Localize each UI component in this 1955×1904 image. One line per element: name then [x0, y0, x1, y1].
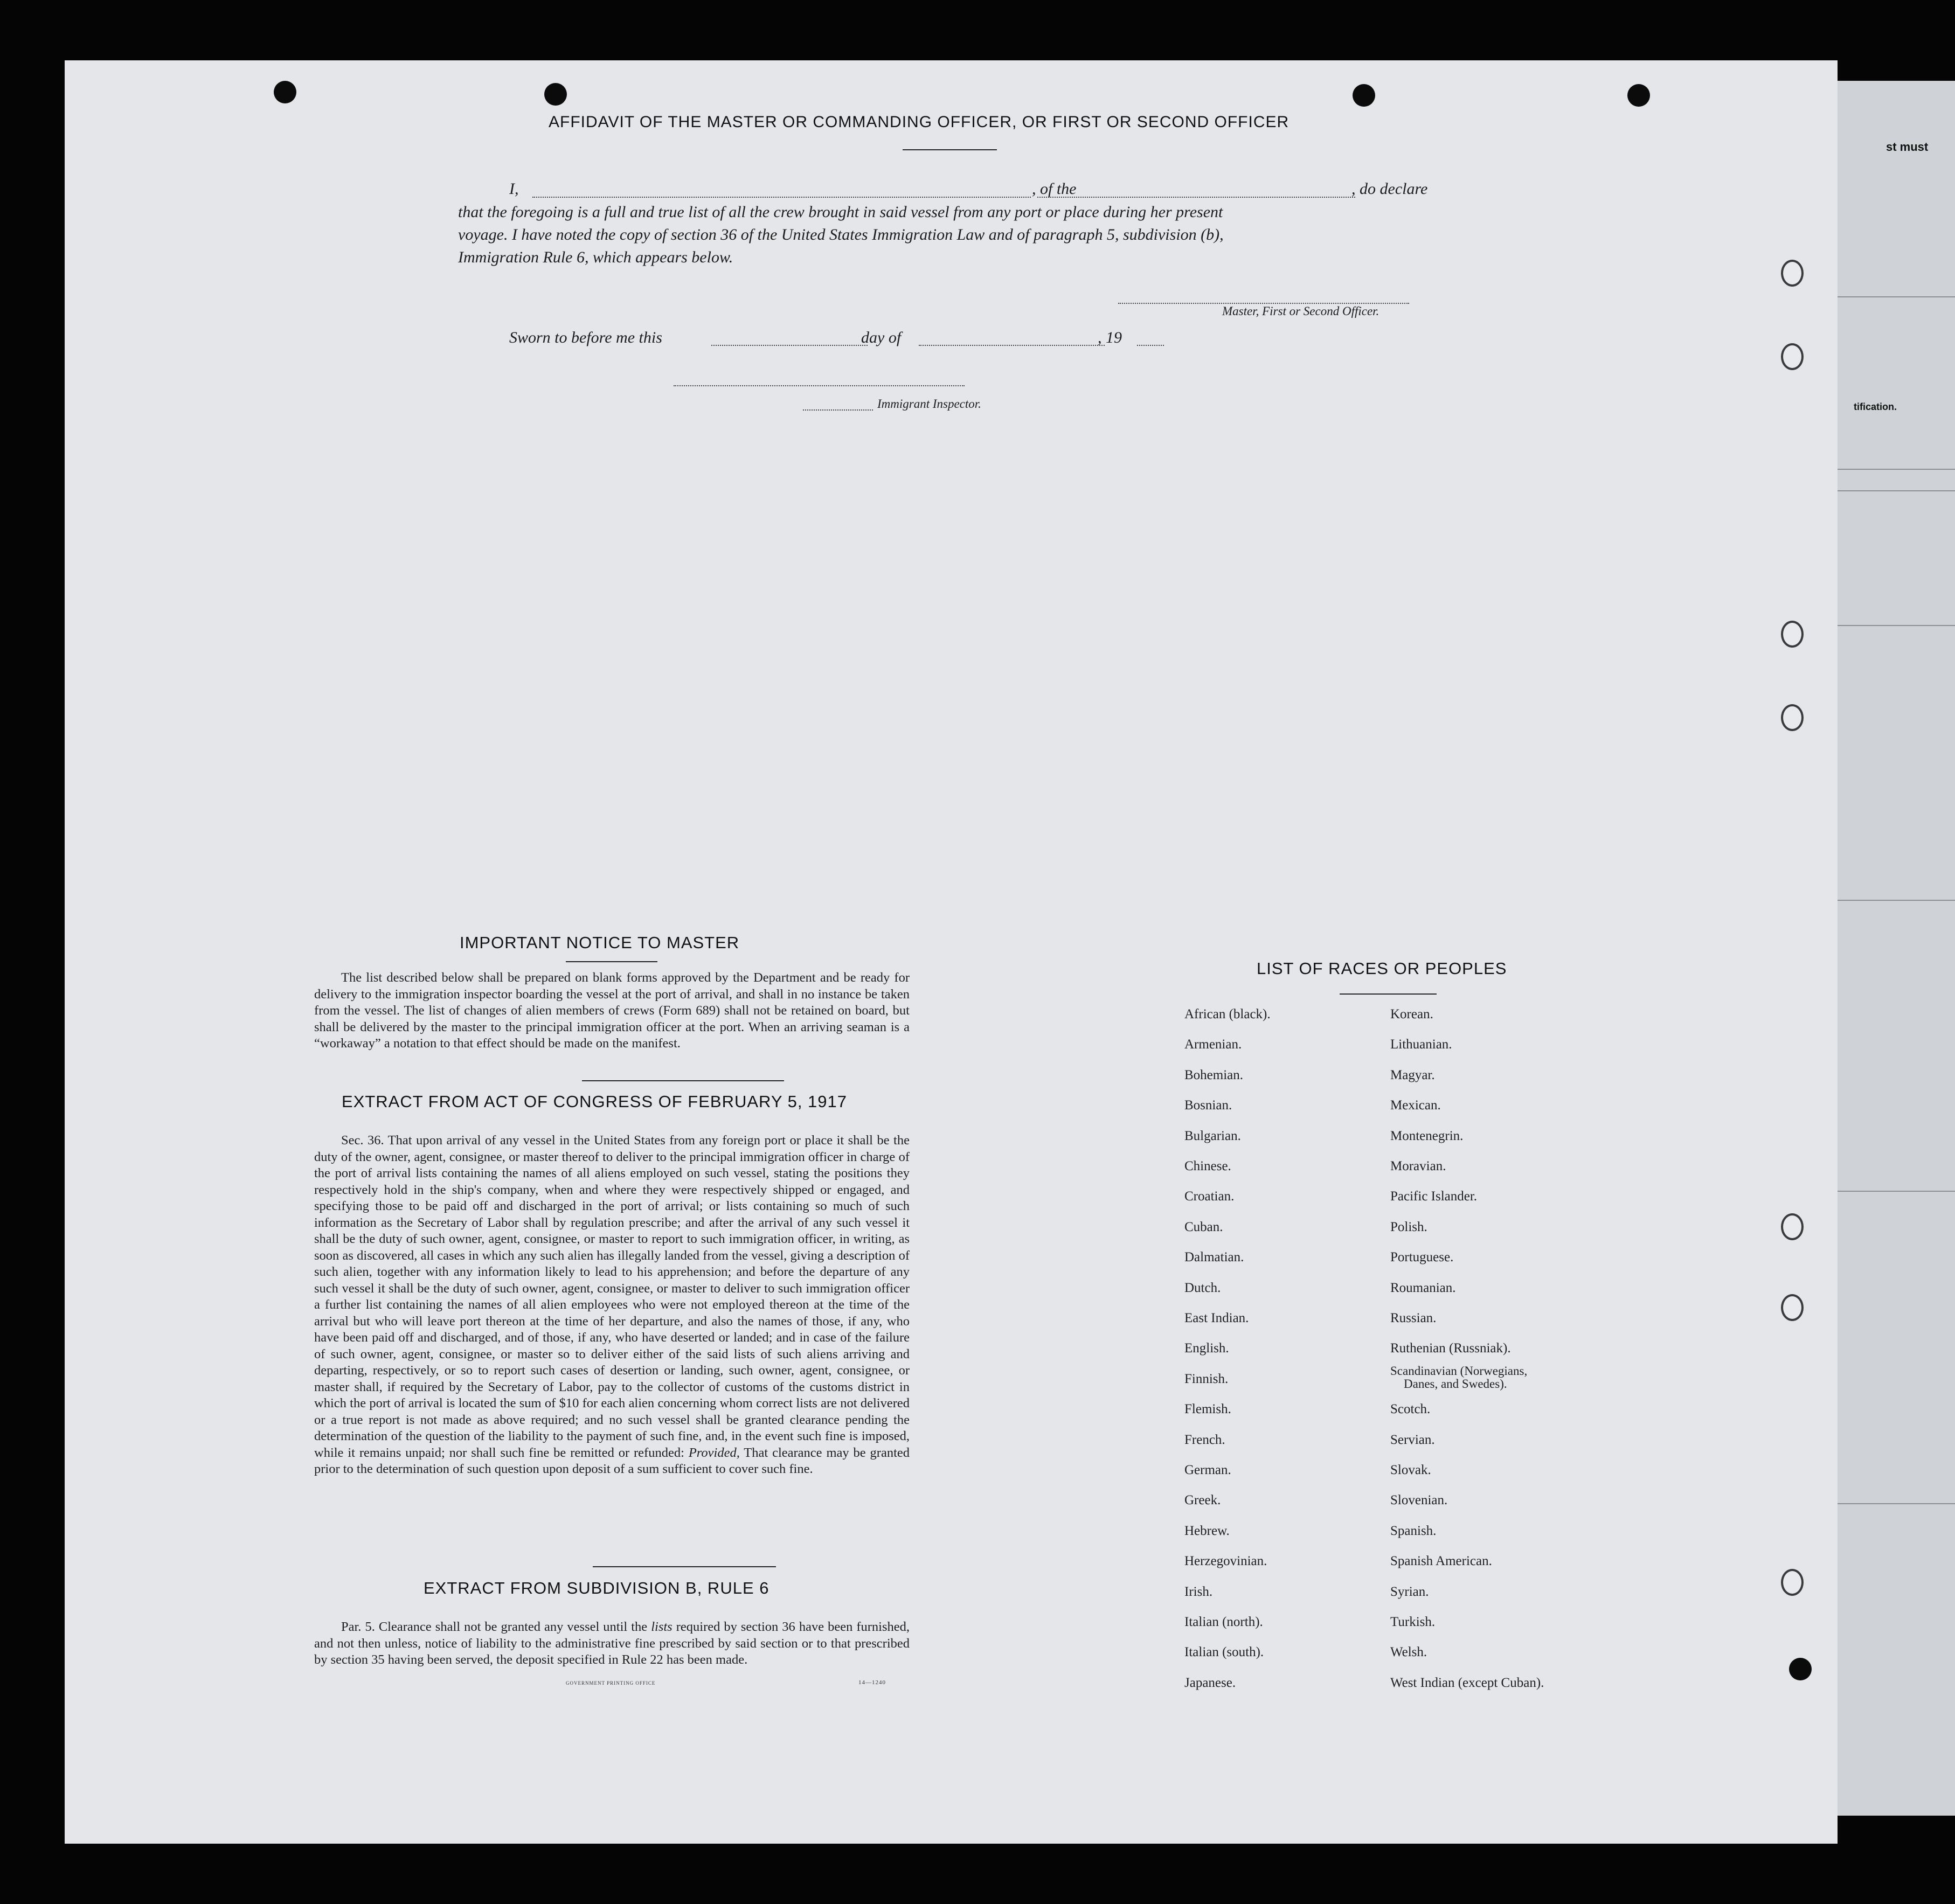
section-divider — [593, 1566, 776, 1567]
race-entry: Moravian. — [1390, 1159, 1446, 1173]
races-title-rule — [1340, 993, 1437, 995]
inspector-label: Immigrant Inspector. — [877, 397, 981, 411]
act-text — [314, 1132, 910, 1478]
rule-lists-word: lists — [651, 1620, 673, 1634]
inspector-signature-line[interactable] — [674, 385, 965, 386]
act-text-end: That clearance may be granted prior to the determination of such question upon deposit of a sum sufficient to cover such fine. — [314, 1445, 910, 1476]
race-entry: Welsh. — [1390, 1645, 1427, 1660]
name-blank[interactable] — [532, 197, 1031, 198]
sworn-day-of: day of — [861, 329, 902, 346]
rule-title: EXTRACT FROM SUBDIVISION B, RULE 6 — [424, 1579, 769, 1597]
punch-hole-ring — [1781, 1294, 1804, 1321]
punch-hole-ring — [1781, 704, 1804, 731]
race-entry: Spanish. — [1390, 1523, 1437, 1538]
race-entry: Greek. — [1184, 1493, 1221, 1508]
race-entry: Dutch. — [1184, 1280, 1221, 1295]
punch-hole-ring — [1781, 1569, 1804, 1596]
officer-signature-line[interactable] — [1118, 303, 1409, 304]
race-entry: Portuguese. — [1390, 1250, 1454, 1265]
race-entry: Herzegovinian. — [1184, 1554, 1267, 1569]
race-entry: Scandinavian (Norwegians, — [1390, 1364, 1528, 1378]
race-entry: Armenian. — [1184, 1037, 1242, 1052]
race-entry: Dalmatian. — [1184, 1250, 1244, 1265]
notice-text — [314, 970, 910, 1052]
races-title: LIST OF RACES OR PEOPLES — [1257, 959, 1507, 978]
race-entry: Croatian. — [1184, 1189, 1235, 1204]
race-entry: African (black). — [1184, 1007, 1271, 1022]
sworn-prefix: Sworn to before me this — [509, 329, 662, 346]
race-entry: Flemish. — [1184, 1402, 1231, 1417]
race-entry: Slovak. — [1390, 1463, 1431, 1477]
race-entry: Roumanian. — [1390, 1280, 1456, 1295]
affidavit-title: AFFIDAVIT OF THE MASTER OR COMMANDING OFFICER, OR FIRST OR SECOND OFFICER — [549, 113, 1290, 131]
affidavit-line-3: voyage. I have noted the copy of section 36 of the United States Immigration Law and of paragraph 5, subdivision (b), — [458, 226, 1224, 244]
officer-signature-label: Master, First or Second Officer. — [1222, 304, 1379, 318]
race-entry: English. — [1184, 1341, 1229, 1356]
race-entry: Pacific Islander. — [1390, 1189, 1478, 1204]
under-mid-text: tification. — [1854, 401, 1897, 412]
notice-title: IMPORTANT NOTICE TO MASTER — [460, 933, 740, 952]
race-entry: Korean. — [1390, 1007, 1433, 1022]
vessel-blank[interactable] — [1037, 197, 1355, 198]
race-entry: Bulgarian. — [1184, 1128, 1241, 1143]
race-entry: Mexican. — [1390, 1098, 1441, 1113]
affidavit-line-4: Immigration Rule 6, which appears below. — [458, 248, 733, 266]
race-entry: Scotch. — [1390, 1402, 1431, 1417]
race-entry: Italian (north). — [1184, 1615, 1263, 1629]
race-entry: Russian. — [1390, 1311, 1437, 1325]
notice-paragraph: The list described below shall be prepared on blank forms approved by the Department and be ready for delivery to the immigration inspector boarding the vessel at the port of arrival, and shall in no instance be taken from the vessel. The list of changes of alien members of crews (Form 689) shall not be retained on board, but shall be delivered by the master to the principal immigration officer at the port. When an arriving seaman is a “workaway” a notation to that effect should be made on the manifest. — [314, 970, 910, 1051]
race-entry: German. — [1184, 1463, 1231, 1477]
race-entry: Spanish American. — [1390, 1554, 1492, 1569]
race-entry: West Indian (except Cuban). — [1390, 1675, 1544, 1690]
act-proviso-word: Provided, — [688, 1445, 740, 1460]
punch-hole — [1789, 1658, 1812, 1680]
rule-paragraph — [314, 1619, 910, 1669]
sworn-day-blank[interactable] — [711, 345, 868, 346]
race-entry: Servian. — [1390, 1432, 1435, 1447]
act-title: EXTRACT FROM ACT OF CONGRESS OF FEBRUARY 5, 1917 — [342, 1092, 848, 1111]
punch-hole — [274, 81, 296, 103]
sworn-year: , 19 — [1098, 329, 1122, 346]
race-entry: Bosnian. — [1184, 1098, 1232, 1113]
rule-text-start: Par. 5. Clearance shall not be granted any vessel until the — [341, 1620, 648, 1634]
act-paragraph — [314, 1132, 910, 1478]
affidavit-title-rule — [903, 149, 997, 150]
race-entry: Montenegrin. — [1390, 1128, 1464, 1143]
rule-text-end: required by section 36 have been furnished, and not then unless, notice of liability to the administrative fine prescribed by said section or to that prescribed by section 35 having been served, the deposit specified in Rule 22 has been made. — [314, 1620, 910, 1667]
punch-hole-ring — [1781, 260, 1804, 287]
printer-imprint: GOVERNMENT PRINTING OFFICE — [566, 1680, 656, 1686]
race-entry: Chinese. — [1184, 1159, 1231, 1173]
punch-hole-ring — [1781, 621, 1804, 648]
race-entry: East Indian. — [1184, 1311, 1249, 1325]
act-text-main: Sec. 36. That upon arrival of any vessel in the United States from any foreign port or place it shall be the duty of the owner, agent, consignee, or master thereof to deliver to the principal immigration officer in charge of the port of arrival lists containing the names of all aliens employed on such vessel, stating the positions they respectively hold in the ship's company, when and where they were respectively shipped or engaged, and specifying those to be paid off and discharged in the port of arrival; or lists containing so much of such information as the Secretary of Labor shall by regulation prescribe; and after the arrival of any such vessel it shall be the duty of such owner, agent, consignee, or master to report to such immigration officer, in writing, as soon as discovered, all cases in which any such alien has illegally landed from the vessel, giving a description of such alien, together with any information likely to lead to his apprehension; and before the departure of any such vessel it shall be the duty of such owner, agent, consignee, or master to deliver to such immigration officer a further list containing the names of all alien employees who were not employed thereon at the time of the arrival but who will leave port thereon at the time of her departure, and also the names of those, if any, who have been paid off and discharged, and of those, if any, who have deserted or landed; and in case of the failure of such owner, agent, consignee, or master so to deliver either of the said lists of such aliens arriving and departing, respectively, or so to report such cases of desertion or landing, such owner, agent, consignee, or master shall, if required by the Secretary of Labor, pay to the collector of customs of the customs district in which the port of arrival is located the sum of $10 for each alien concerning whom correct lists are not delivered or a true report is not made as above required; and no such vessel shall be granted clearance pending the determination of the question of the liability to the payment of such fine, and, in the event such fine is imposed, while it remains unpaid; nor shall such fine be remitted or refunded: — [314, 1133, 910, 1460]
race-entry: Polish. — [1390, 1219, 1427, 1234]
race-entry: Irish. — [1184, 1584, 1213, 1599]
race-entry: Finnish. — [1184, 1371, 1229, 1386]
race-entry: Bohemian. — [1184, 1067, 1244, 1082]
sworn-month-blank[interactable] — [919, 345, 1105, 346]
race-entry: Ruthenian (Russniak). — [1390, 1341, 1511, 1356]
punch-hole — [1353, 84, 1375, 107]
punch-hole-ring — [1781, 1213, 1804, 1240]
race-entry: Hebrew. — [1184, 1523, 1230, 1538]
punch-hole-ring — [1781, 343, 1804, 370]
race-entry: Slovenian. — [1390, 1493, 1448, 1508]
race-entry: Syrian. — [1390, 1584, 1429, 1599]
manifest-back-page — [65, 60, 1838, 1844]
sworn-year-blank[interactable] — [1137, 345, 1164, 346]
punch-hole — [544, 83, 567, 106]
form-number: 14—1240 — [858, 1679, 886, 1686]
race-entry: Lithuanian. — [1390, 1037, 1452, 1052]
affidavit-line-2: that the foregoing is a full and true list of all the crew brought in said vessel from any port or place during her present — [458, 203, 1223, 221]
under-top-text: st must — [1886, 140, 1929, 154]
race-entry: Turkish. — [1390, 1615, 1436, 1629]
affidavit-i: I, — [509, 180, 519, 198]
race-entry: Magyar. — [1390, 1067, 1435, 1082]
race-entry: Italian (south). — [1184, 1645, 1264, 1660]
affidavit-of-the: , of the — [1032, 180, 1077, 198]
rule-text — [314, 1619, 910, 1669]
race-entry: French. — [1184, 1432, 1225, 1447]
affidavit-declare: , do declare — [1351, 180, 1428, 198]
race-entry: Japanese. — [1184, 1675, 1236, 1690]
punch-hole — [1627, 84, 1650, 107]
race-entry: Cuban. — [1184, 1219, 1223, 1234]
notice-title-rule — [566, 961, 657, 962]
inspector-label-leader — [803, 409, 873, 411]
section-divider — [582, 1080, 784, 1081]
race-entry-continuation: Danes, and Swedes). — [1404, 1377, 1507, 1391]
